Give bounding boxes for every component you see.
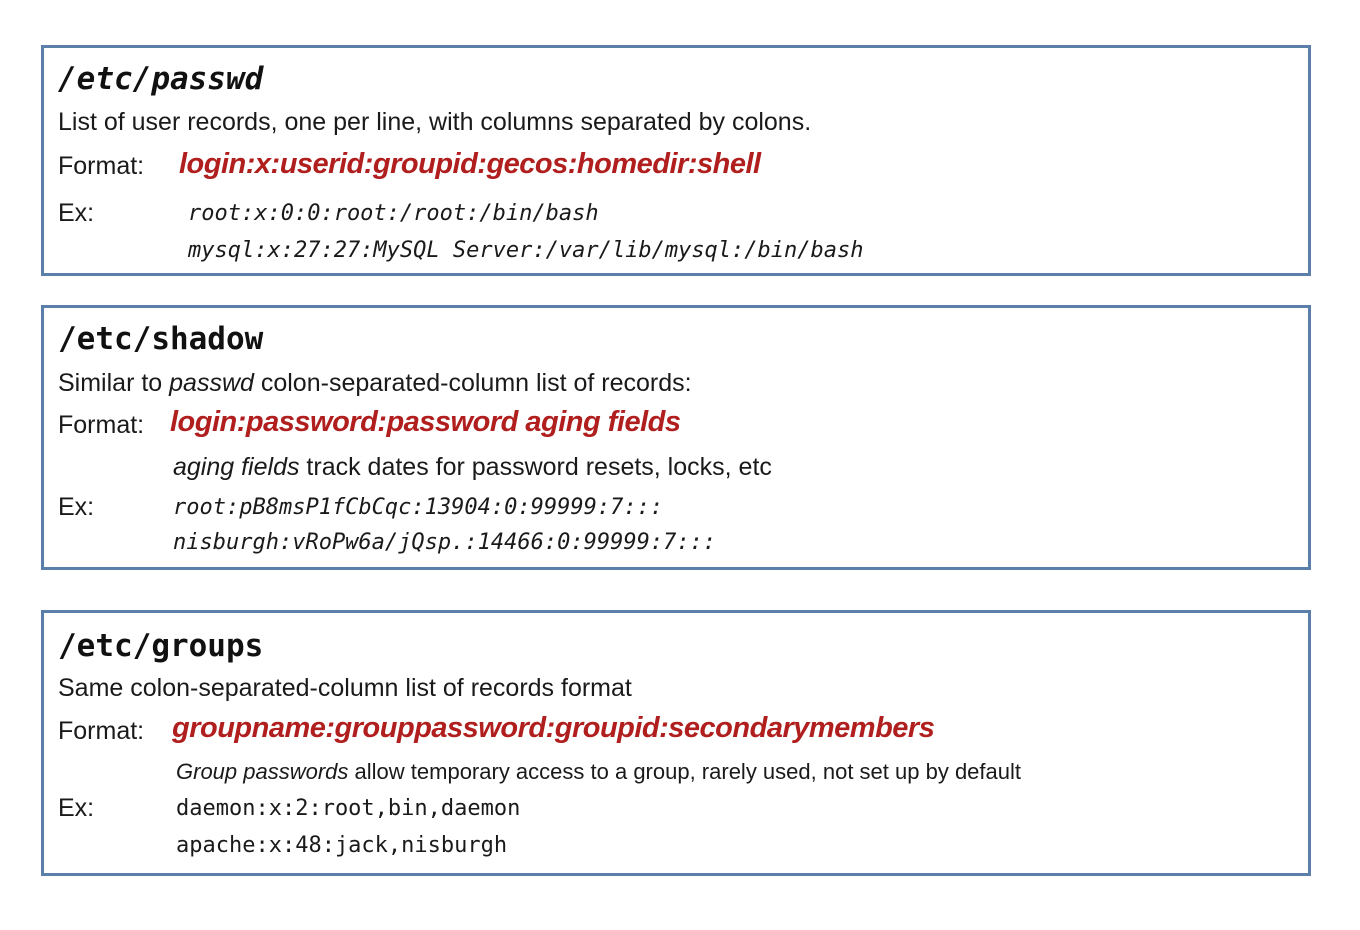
note-emphasis: aging fields	[173, 453, 300, 481]
example-line: daemon:x:2:root,bin,daemon	[176, 796, 521, 821]
note-text: allow temporary access to a group, rarely used, not set up by default	[348, 759, 1022, 784]
example-line: mysql:x:27:27:MySQL Server:/var/lib/mysql:/bin/bash	[188, 238, 864, 263]
example-line: root:pB8msP1fCbCqc:13904:0:99999:7:::	[173, 495, 664, 520]
format-label: Format:	[58, 717, 145, 745]
format-value: login:x:userid:groupid:gecos:homedir:shell	[179, 148, 761, 180]
example-line: nisburgh:vRoPw6a/jQsp.:14466:0:99999:7:::	[173, 530, 717, 555]
section-title: /etc/groups	[58, 628, 264, 664]
section-title: /etc/shadow	[58, 321, 264, 357]
example-line: apache:x:48:jack,nisburgh	[176, 833, 508, 858]
passwd-section	[41, 45, 1311, 276]
section-description	[58, 371, 692, 396]
format-value: login:password:password aging fields	[170, 406, 681, 438]
section-description: Same colon-separated-column list of records format	[58, 674, 632, 702]
description-emphasis: passwd	[169, 369, 254, 397]
format-note	[173, 455, 772, 480]
format-label: Format:	[58, 411, 145, 439]
example-label: Ex:	[58, 493, 95, 521]
groups-section	[41, 610, 1311, 876]
shadow-section	[41, 305, 1311, 570]
section-title: /etc/passwd	[58, 61, 264, 97]
format-value: groupname:grouppassword:groupid:secondarymembers	[172, 712, 935, 744]
section-description: List of user records, one per line, with columns separated by colons.	[58, 108, 812, 136]
example-line: root:x:0:0:root:/root:/bin/bash	[188, 201, 599, 226]
note-emphasis: Group passwords	[176, 759, 349, 784]
description-text: Similar to	[58, 369, 170, 397]
description-text: colon-separated-column list of records:	[253, 369, 692, 397]
note-text: track dates for password resets, locks, etc	[299, 453, 772, 481]
format-label: Format:	[58, 152, 145, 180]
example-label: Ex:	[58, 794, 95, 822]
format-note	[176, 761, 1021, 783]
example-label: Ex:	[58, 199, 95, 227]
